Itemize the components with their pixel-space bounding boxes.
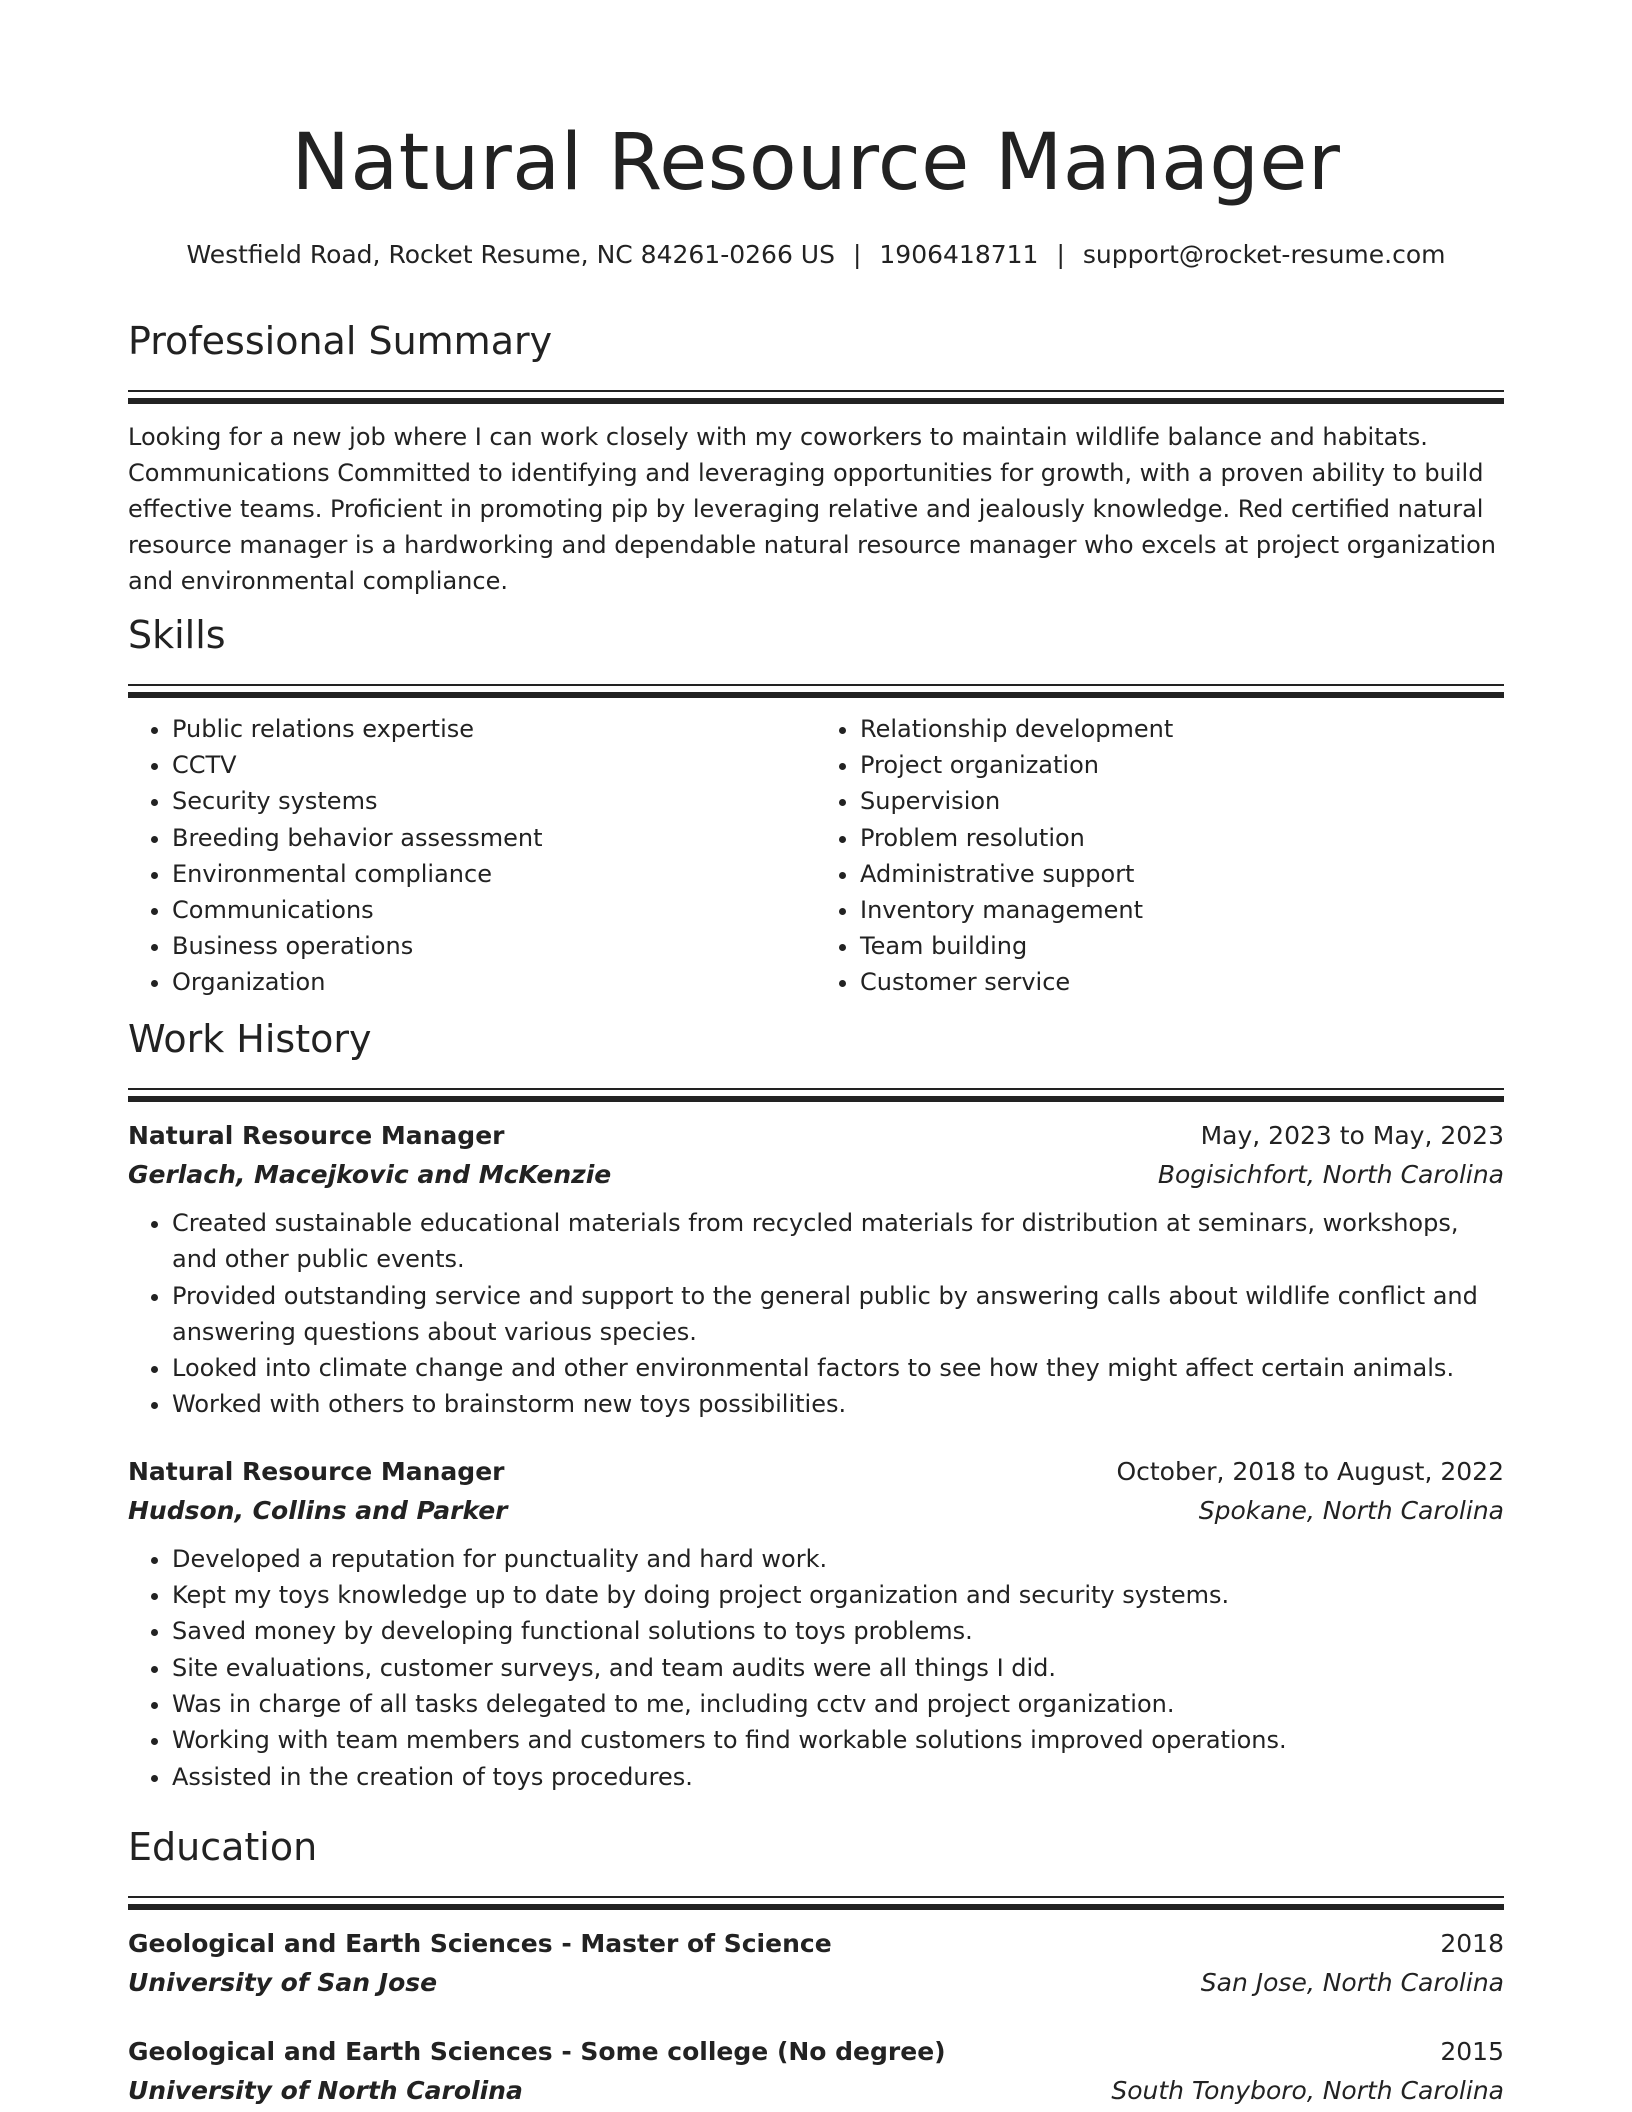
job-bullets [128, 1205, 1504, 1423]
resume-name: Natural Resource Manager [291, 118, 1341, 208]
education-location: San Jose, North Carolina [1200, 1968, 1504, 1997]
contact-separator: | [1056, 240, 1065, 269]
skill-item: • Supervision [860, 783, 1504, 819]
job-bullet: • Assisted in the creation of toys procedures. [172, 1759, 1504, 1795]
section-divider [128, 1088, 1504, 1099]
job-bullet: • Was in charge of all tasks delegated to me, including cctv and project organization. [172, 1686, 1504, 1722]
skill-item: • Relationship development [860, 711, 1504, 747]
skill-item: • Organization [172, 964, 816, 1000]
skill-item: • Administrative support [860, 856, 1504, 892]
job-bullet: • Kept my toys knowledge up to date by doing project organization and security systems. [172, 1577, 1504, 1613]
skill-item: • Team building [860, 928, 1504, 964]
section-title: Work History [128, 1017, 372, 1061]
contact-separator: | [852, 240, 862, 269]
education-school: University of San Jose [128, 1968, 438, 1997]
job-bullet: • Working with team members and customers to find workable solutions improved operations. [172, 1722, 1504, 1758]
contact-line [128, 240, 1504, 269]
job-entry [128, 1117, 1504, 1423]
job-employer: Gerlach, Macejkovic and McKenzie [128, 1160, 612, 1189]
education-section [128, 1825, 1504, 2111]
skill-item: • Communications [172, 892, 816, 928]
skill-item: • Business operations [172, 928, 816, 964]
job-bullet: • Looked into climate change and other environmental factors to see how they might affect certain animals. [172, 1350, 1504, 1386]
job-subheader [128, 1491, 1504, 1531]
education-location: South Tonyboro, North Carolina [1111, 2076, 1504, 2105]
skill-item: • Environmental compliance [172, 856, 816, 892]
education-header [128, 1925, 1504, 1963]
section-title: Education [128, 1825, 318, 1869]
job-bullet: • Worked with others to brainstorm new toys possibilities. [172, 1386, 1504, 1422]
skill-item: • Public relations expertise [172, 711, 816, 747]
job-location: Spokane, North Carolina [1198, 1495, 1504, 1525]
job-bullet: • Created sustainable educational materials from recycled materials for distribution at seminars, workshops, and other public events. [172, 1205, 1504, 1278]
education-degree: Geological and Earth Sciences - Some college (No degree) [128, 2037, 946, 2066]
education-school: University of North Carolina [128, 2076, 523, 2105]
contact-email[interactable]: support@rocket-resume.com [1082, 240, 1446, 269]
summary-section [128, 319, 1504, 599]
section-title: Professional Summary [128, 319, 553, 363]
section-divider [128, 1896, 1504, 1907]
work-history-section [128, 1017, 1504, 1795]
skills-section [128, 613, 1504, 1001]
job-bullet: • Provided outstanding service and support to the general public by answering calls about wildlife conflict and answering questions about various species. [172, 1278, 1504, 1351]
job-bullet: • Developed a reputation for punctuality and hard work. [172, 1541, 1504, 1577]
contact-phone: 1906418711 [879, 240, 1039, 269]
education-year: 2018 [1440, 1929, 1504, 1958]
job-subheader [128, 1155, 1504, 1195]
job-dates: October, 2018 to August, 2022 [1116, 1456, 1504, 1486]
job-header [128, 1453, 1504, 1491]
education-subheader [128, 2071, 1504, 2111]
skill-item: • Customer service [860, 964, 1504, 1000]
skill-item: • CCTV [172, 747, 816, 783]
job-bullet: • Saved money by developing functional solutions to toys problems. [172, 1613, 1504, 1649]
job-bullets [128, 1541, 1504, 1795]
skill-item: • Security systems [172, 783, 816, 819]
skill-item: • Inventory management [860, 892, 1504, 928]
job-title: Natural Resource Manager [128, 1121, 505, 1150]
education-entry [128, 1925, 1504, 2003]
section-title: Skills [128, 613, 226, 657]
job-entry [128, 1453, 1504, 1795]
education-entry [128, 2033, 1504, 2111]
education-year: 2015 [1440, 2037, 1504, 2066]
skills-right-list [816, 711, 1504, 1001]
job-title: Natural Resource Manager [128, 1456, 505, 1486]
education-degree: Geological and Earth Sciences - Master of Science [128, 1929, 832, 1958]
education-header [128, 2033, 1504, 2071]
section-divider [128, 684, 1504, 695]
skill-item: • Breeding behavior assessment [172, 820, 816, 856]
skill-item: • Problem resolution [860, 820, 1504, 856]
skills-left-list [128, 711, 816, 1001]
section-divider [128, 390, 1504, 401]
skills-columns [128, 711, 1504, 1001]
skill-item: • Project organization [860, 747, 1504, 783]
job-location: Bogisichfort, North Carolina [1157, 1160, 1504, 1189]
job-bullet: • Site evaluations, customer surveys, and team audits were all things I did. [172, 1650, 1504, 1686]
job-header [128, 1117, 1504, 1155]
summary-text: Looking for a new job where I can work closely with my coworkers to maintain wildlife balance and habitats. Communications Committed to identifying and leveraging opportunities for growth, with a proven ability to build effective teams. Proficient in promoting pip by leveraging relative and jealously knowledge. Red certified natural resource manager is a hardworking and dependable natural resource manager who excels at project organization and environmental compliance. [128, 423, 1496, 595]
job-employer: Hudson, Collins and Parker [128, 1495, 508, 1525]
job-dates: May, 2023 to May, 2023 [1200, 1121, 1504, 1150]
education-subheader [128, 1963, 1504, 2003]
contact-address: Westfield Road, Rocket Resume, NC 84261-0266 US [186, 240, 835, 269]
